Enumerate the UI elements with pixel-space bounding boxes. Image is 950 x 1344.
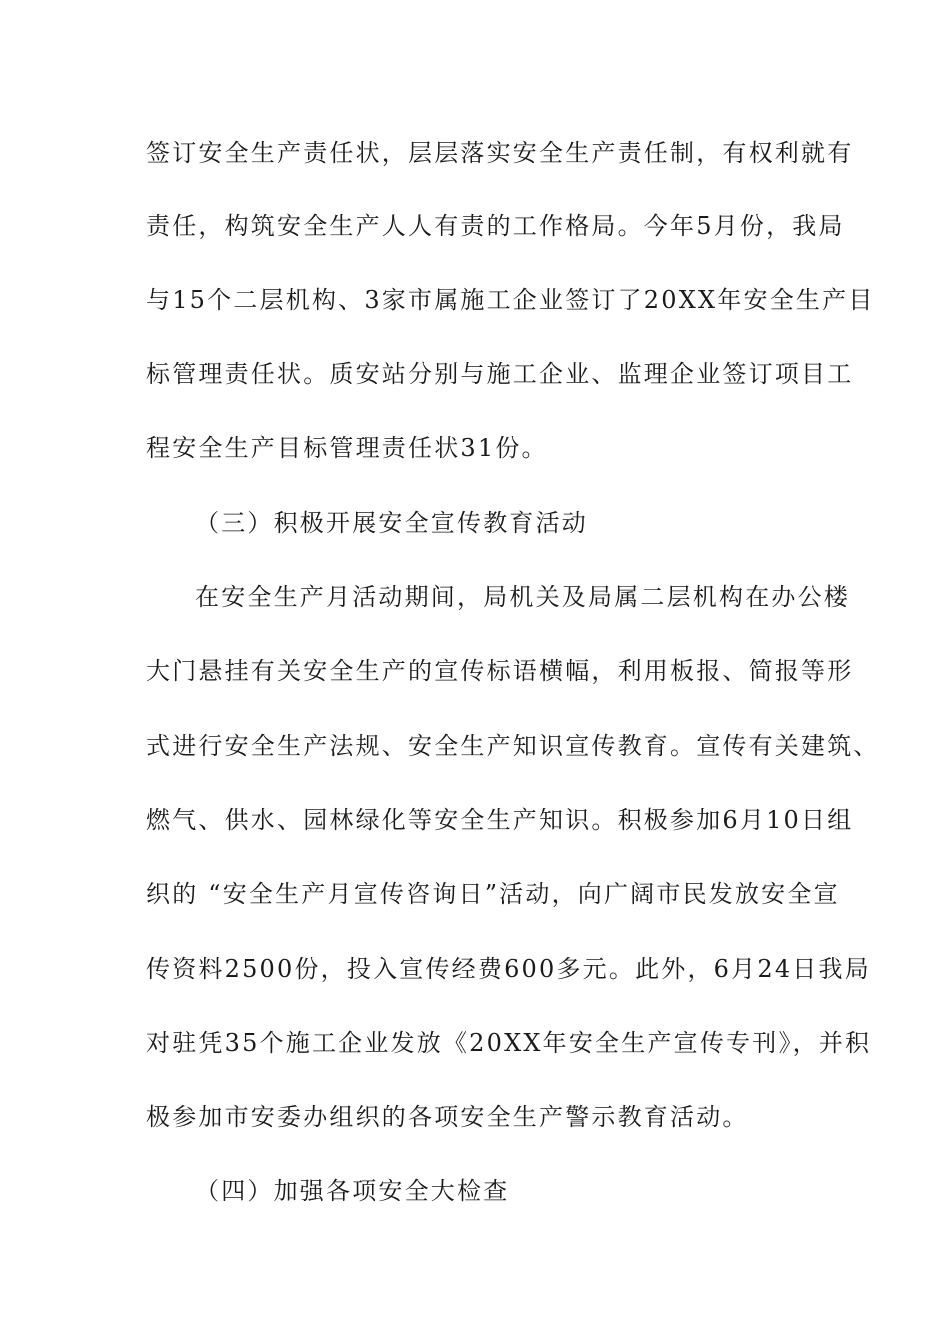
paragraph-line-10: 织的 “安全生产月宣传咨询日”活动，向广阔市民发放安全宣 <box>146 880 840 908</box>
paragraph-line-2: 责任，构筑安全生产人人有责的工作格局。今年5月份，我局 <box>146 212 845 240</box>
paragraph-line-5: 程安全生产目标管理责任状31份。 <box>146 434 548 462</box>
paragraph-line-9: 燃气、供水、园林绿化等安全生产知识。积极参加6月10日组 <box>146 806 854 834</box>
paragraph-line-7: 大门悬挂有关安全生产的宣传标语横幅，利用板报、简报等形 <box>146 657 854 685</box>
paragraph-line-13: 极参加市安委办组织的各项安全生产警示教育活动。 <box>146 1103 749 1131</box>
section-heading-3: （三）积极开展安全宣传教育活动 <box>195 509 588 537</box>
paragraph-line-4: 标管理责任状。质安站分别与施工企业、监理企业签订项目工 <box>146 360 854 388</box>
paragraph-line-3: 与15个二层机构、3家市属施工企业签订了20XX年安全生产目 <box>146 286 875 314</box>
section-heading-4: （四）加强各项安全大检查 <box>195 1177 510 1205</box>
paragraph-line-1: 签订安全生产责任状，层层落实安全生产责任制，有权利就有 <box>146 139 854 167</box>
paragraph-line-8: 式进行安全生产法规、安全生产知识宣传教育。宣传有关建筑、 <box>146 732 880 760</box>
paragraph-line-11: 传资料2500份，投入宣传经费600多元。此外，6月24日我局 <box>146 955 871 983</box>
paragraph-line-12: 对驻凭35个施工企业发放《20XX年安全生产宣传专刊》，并积 <box>146 1029 872 1057</box>
paragraph-line-6: 在安全生产月活动期间，局机关及局属二层机构在办公楼 <box>195 583 850 611</box>
